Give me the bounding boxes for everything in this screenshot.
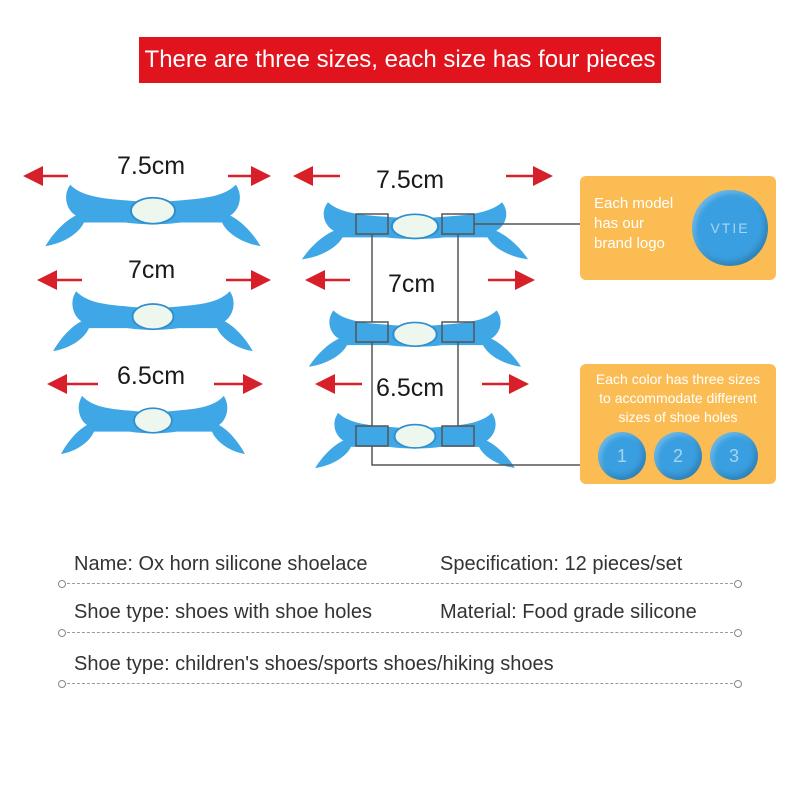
size-label-6.5cm-right: 6.5cm xyxy=(376,374,445,402)
three-sizes-callout xyxy=(580,364,776,484)
size-badge-1-number: 1 xyxy=(616,446,627,466)
spec-divider-2 xyxy=(62,632,738,633)
brand-logo-callout xyxy=(580,176,776,280)
shoelace-7cm-left xyxy=(42,280,266,351)
shoelace-6.5cm-left xyxy=(52,384,258,454)
size-badge-3-number: 3 xyxy=(728,446,739,466)
size-label-7.5cm-left: 7.5cm xyxy=(117,152,186,180)
size-badge-3 xyxy=(710,432,758,480)
brand-logo-badge xyxy=(692,190,768,266)
spec-shoe-type-uses: Shoe type: children's shoes/sports shoes/hiking shoes xyxy=(74,653,554,675)
brand-logo-callout-text: Each model has our brand logo xyxy=(594,195,674,252)
title-banner: There are three sizes, each size has four pieces xyxy=(139,37,661,83)
spec-divider-3 xyxy=(62,683,738,684)
size-badge-2-number: 2 xyxy=(672,446,683,466)
size-label-7.5cm-right: 7.5cm xyxy=(376,166,445,194)
shoelace-7.5cm-left xyxy=(28,176,266,246)
spec-shoe-type-holes: Shoe type: shoes with shoe holes xyxy=(74,601,372,623)
size-label-7cm-left: 7cm xyxy=(128,256,176,284)
spec-specification: Specification: 12 pieces/set xyxy=(440,553,683,575)
size-label-7cm-right: 7cm xyxy=(388,270,436,298)
brand-logo-text: VTIE xyxy=(710,220,750,236)
spec-name: Name: Ox horn silicone shoelace xyxy=(74,553,368,575)
three-sizes-callout-text: Each color has three sizes to accommodate different sizes of shoe holes xyxy=(595,371,761,425)
size-badge-2 xyxy=(654,432,702,480)
size-label-6.5cm-left: 6.5cm xyxy=(117,362,186,390)
spec-divider-1 xyxy=(62,583,738,584)
size-badge-1 xyxy=(598,432,646,480)
spec-material: Material: Food grade silicone xyxy=(440,601,697,623)
